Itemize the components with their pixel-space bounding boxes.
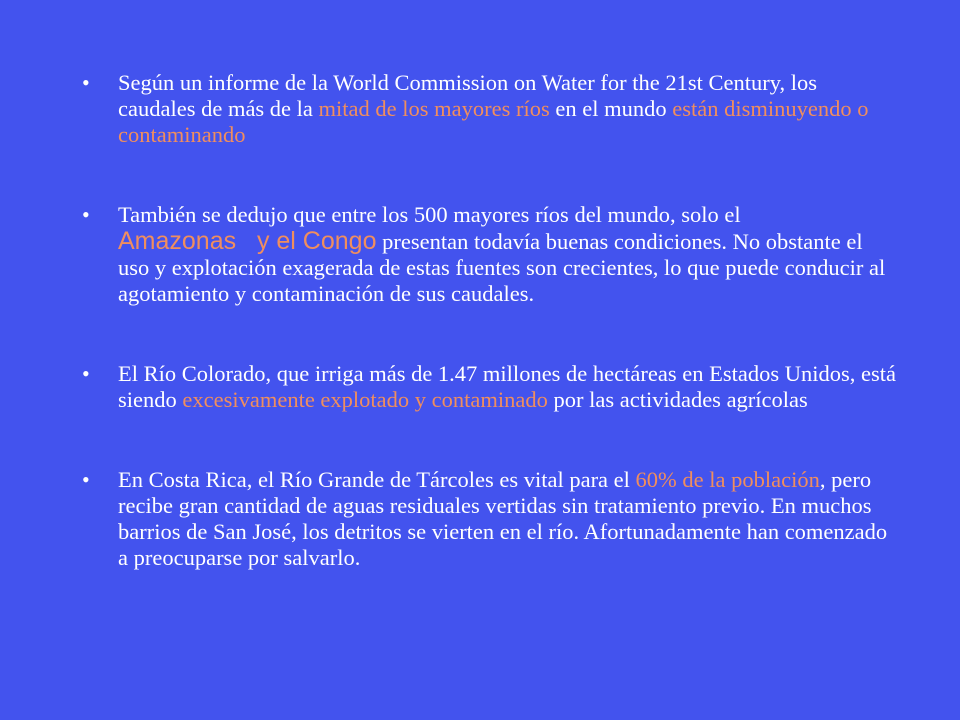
bullet-text — [118, 361, 896, 412]
bullet-list — [78, 70, 898, 571]
bullet-dot-icon: • — [82, 361, 90, 386]
text-segment: Según un informe de la World Commission on Water for the 21st Century, los caudales de más de la — [118, 70, 818, 121]
text-segment: El Río Colorado, que irriga más de 1.47 millones de hectáreas en Estados Unidos, está siendo — [118, 361, 896, 412]
bullet-item-world-commission — [78, 70, 898, 148]
text-segment: por las actividades agrícolas — [547, 387, 808, 412]
bullet-text — [118, 202, 885, 306]
highlighted-text: Amazonas y el Congo — [118, 227, 377, 255]
text-segment: en el mundo — [549, 96, 673, 121]
highlighted-text: 60% de la población — [635, 467, 820, 492]
bullet-text — [118, 70, 868, 147]
bullet-text — [118, 467, 887, 570]
bullet-item-rio-colorado — [78, 361, 898, 413]
text-segment: También se dedujo que entre los 500 mayores ríos del mundo, solo el — [118, 202, 741, 227]
bullet-item-500-rivers — [78, 202, 898, 307]
text-segment: presentan todavía buenas condiciones. No obstante el uso y explotación exagerada de estas fuentes son crecientes, lo que puede conducir al agotamiento y contaminación de sus caudales. — [118, 229, 886, 306]
bullet-dot-icon: • — [82, 70, 90, 95]
text-segment: En Costa Rica, el Río Grande de Tárcoles es vital para el — [118, 467, 636, 492]
text-segment: , pero recibe gran cantidad de aguas residuales vertidas sin tratamiento previo. En muchos barrios de San José, los detritos se vierten en el río. Afortunadamente han comenzado a preocuparse por salvarlo. — [118, 467, 888, 570]
bullet-dot-icon: • — [82, 202, 90, 227]
bullet-dot-icon: • — [82, 467, 90, 492]
highlighted-text: excesivamente explotado y contaminado — [182, 387, 548, 412]
highlighted-text: mitad de los mayores ríos — [318, 96, 550, 121]
bullet-item-costa-rica — [78, 467, 898, 571]
highlighted-text: están disminuyendo o contaminando — [118, 96, 869, 147]
